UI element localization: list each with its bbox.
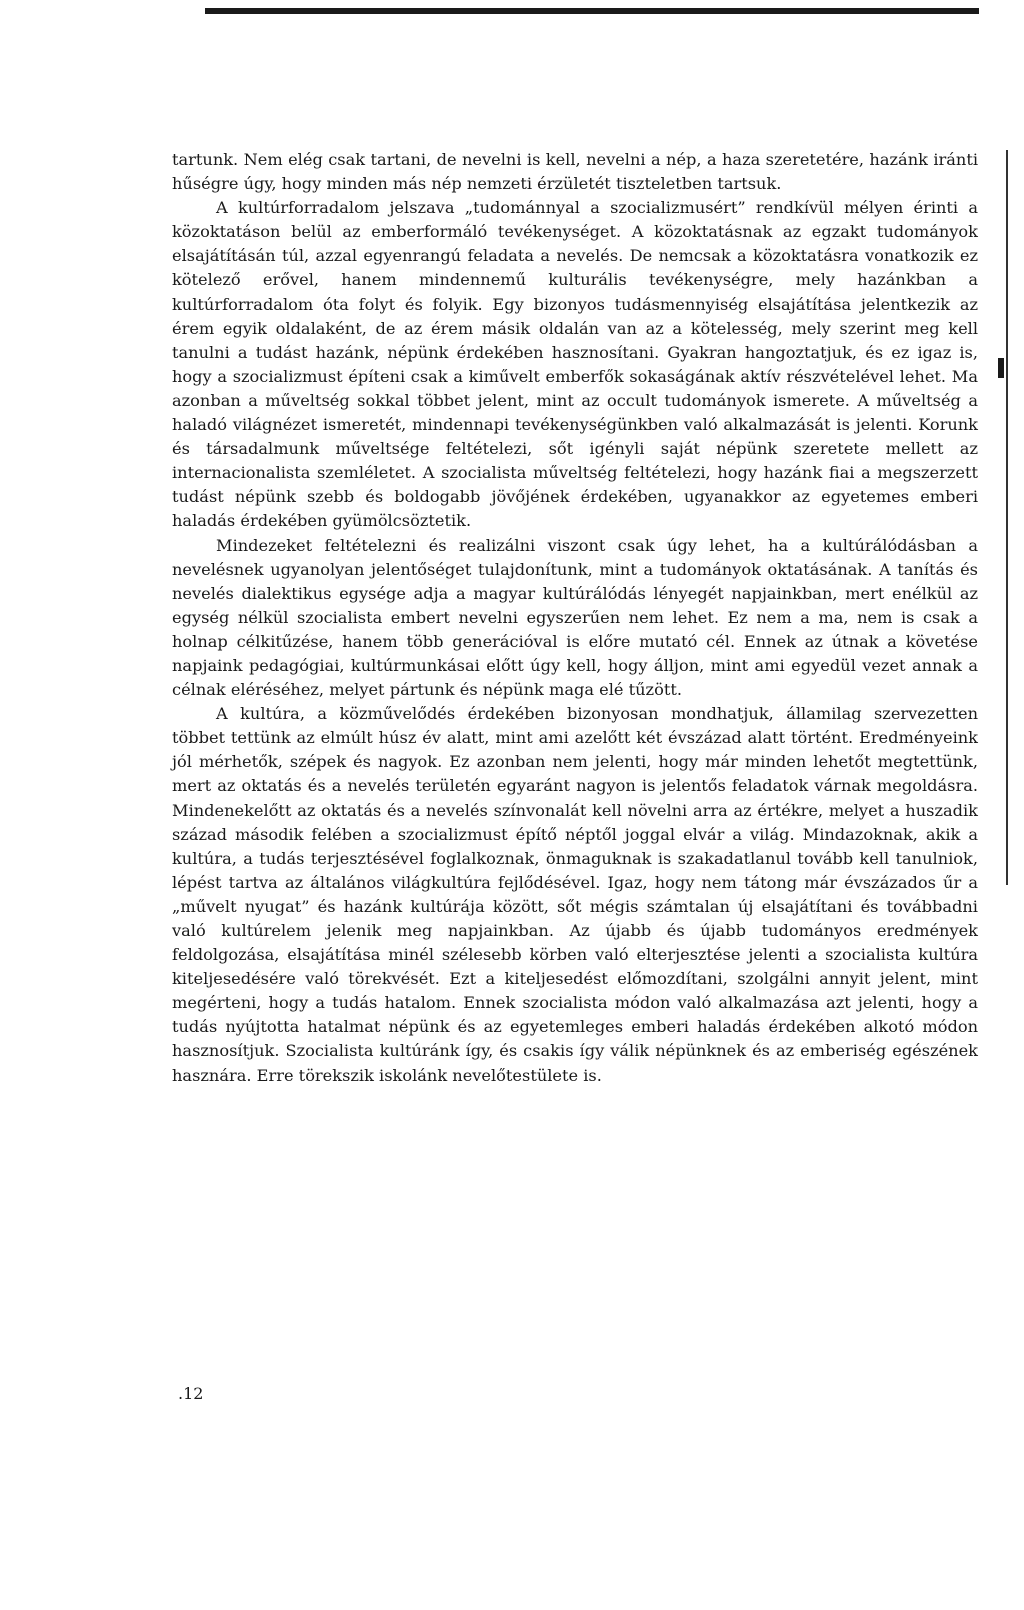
body-text (172, 148, 978, 1088)
paragraph-1: tartunk. Nem elég csak tartani, de nevelni is kell, nevelni a nép, a haza szeretetére, hazánk iránti hűségre úgy, hogy minden más nép nemzeti érzületét tiszteletben tartsuk. (172, 150, 978, 194)
right-scan-edge (1006, 150, 1008, 885)
right-scan-mark (998, 358, 1004, 378)
paragraph-4: A kultúra, a közművelődés érdekében bizonyosan mondhatjuk, államilag szervezetten többet tettünk az elmúlt húsz év alatt, mint ami azelőtt két évszázad alatt történt. Eredményeink jól mérhetők, szépek és nagyok. Ez azonban nem jelenti, hogy már minden lehetőt megtettünk, mert az oktatás és a nevelés területén egyaránt nagyon is jelentős feladatok várnak megoldásra. Mindenekelőtt az oktatás és a nevelés színvonalát kell növelni arra az értékre, melyet a huszadik század második felében a szocializmust építő néptől joggal elvár a világ. Mindazoknak, akik a kultúra, a tudás terjesztésével foglalkoznak, önmaguknak is szakadatlanul tovább kell tanulniok, lépést tartva az általános világkultúra fejlődésével. Igaz, hogy nem tátong már évszázados űr a „művelt nyugat” és hazánk kultúrája között, sőt mégis számtalan új elsajátítani és továbbadni való kultúrelem jelenik meg napjainkban. Az újabb és újabb tudományos eredmények feldolgozása, elsajátítása minél szélesebb körben való elterjesztése jelenti a szocialista kultúra kiteljesedésére való törekvését. Ezt a kiteljesedést előmozdítani, szolgálni annyit jelent, mint megérteni, hogy a tudás hatalom. Ennek szocialista módon való alkalmazása azt jelenti, hogy a tudás nyújtotta hatalmat népünk és az egyetemleges emberi haladás érdekében alkotó módon hasznosítjuk. Szocialista kultúránk így, és csakis így válik népünknek és az emberiség egészének hasznára. Erre törekszik iskolánk nevelőtestülete is. (172, 704, 978, 1085)
page-number: .12 (178, 1384, 204, 1403)
top-scan-border (205, 8, 979, 14)
paragraph-2: A kultúrforradalom jelszava „tudománnyal a szocializmusért” rendkívül mélyen érinti a közoktatáson belül az emberformáló tevékenységet. A közoktatásnak az egzakt tudományok elsajátításán túl, azzal egyenrangú feladata a nevelés. De nemcsak a közoktatásra vonatkozik ez kötelező erővel, hanem mindennemű kulturális tevékenységre, mely hazánkban a kultúrforradalom óta folyt és folyik. Egy bizonyos tudásmennyiség elsajátítása jelentkezik az érem egyik oldalaként, de az érem másik oldalán van az a kötelesség, mely szerint meg kell tanulni a tudást hazánk, népünk érdekében hasznosítani. Gyakran hangoztatjuk, és ez igaz is, hogy a szocializmust építeni csak a kiművelt emberfők sokaságának aktív részvételével lehet. Ma azonban a műveltség sokkal többet jelent, mint az occult tudományok ismerete. A műveltség a haladó világnézet ismeretét, mindennapi tevékenységünkben való alkalmazását is jelenti. Korunk és társadalmunk műveltsége feltételezi, sőt igényli saját népünk szeretete mellett az internacionalista szemléletet. A szocialista műveltség feltételezi, hogy hazánk fiai a megszerzett tudást népünk szebb és boldogabb jövőjének érdekében, ugyanakkor az egyetemes emberi haladás érdekében gyümölcsöztetik. (172, 198, 978, 531)
paragraph-3: Mindezeket feltételezni és realizálni viszont csak úgy lehet, ha a kultúrálódásban a nevelésnek ugyanolyan jelentőséget tulajdonítunk, mint a tudományok oktatásának. A tanítás és nevelés dialektikus egysége adja a magyar kultúrálódás lényegét napjainkban, mert enélkül az egység nélkül szocialista embert nevelni egyszerűen nem lehet. Ez nem a ma, nem is csak a holnap célkitűzése, hanem több generációval is előre mutató cél. Ennek az útnak a követése napjaink pedagógiai, kultúrmunkásai előtt úgy kell, hogy álljon, mint ami egyedül vezet annak a célnak eléréséhez, melyet pártunk és népünk maga elé tűzött. (172, 535, 978, 700)
